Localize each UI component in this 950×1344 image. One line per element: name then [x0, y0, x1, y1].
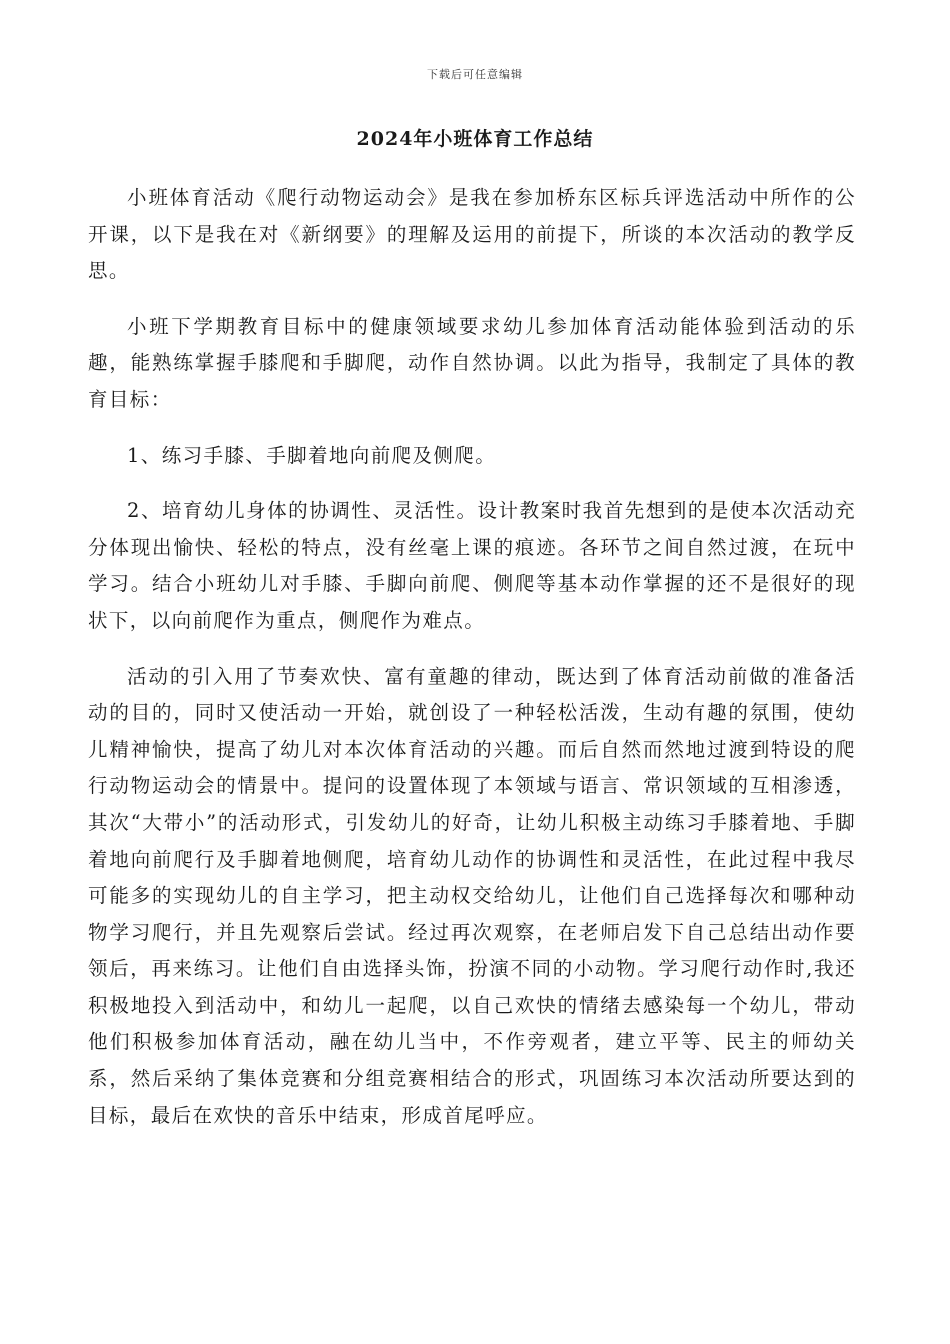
paragraph-activity: 活动的引入用了节奏欢快、富有童趣的律动，既达到了体育活动前做的准备活动的目的，同时又使活动一开始，就创设了一种轻松活泼，生动有趣的氛围，使幼儿精神愉快，提高了幼儿对本次体育活动的兴趣。而后自然而然地过渡到特设的爬行动物运动会的情景中。提问的设置体现了本领域与语言、常识领域的互相渗透，其次“大带小”的活动形式，引发幼儿的好奇，让幼儿积极主动练习手膝着地、手脚着地向前爬行及手脚着地侧爬，培育幼儿动作的协调性和灵活性，在此过程中我尽可能多的实现幼儿的自主学习，把主动权交给幼儿，让他们自己选择每次和哪种动物学习爬行，并且先观察后尝试。经过再次观察，在老师启发下自己总结出动作要领后，再来练习。让他们自由选择头饰，扮演不同的小动物。学习爬行动作时,我还积极地投入到活动中，和幼儿一起爬，以自己欢快的情绪去感染每一个幼儿，带动他们积极参加体育活动，融在幼儿当中，不作旁观者，建立平等、民主的师幼关系，然后采纳了集体竞赛和分组竞赛相结合的形式，巩固练习本次活动所要达到的目标，最后在欢快的音乐中结束，形成首尾呼应。 — [88, 664, 856, 1127]
header-note: 下载后可任意编辑 — [427, 68, 523, 81]
document-body — [88, 180, 856, 1153]
paragraph-goals: 小班下学期教育目标中的健康领域要求幼儿参加体育活动能体验到活动的乐趣，能熟练掌握手膝爬和手脚爬，动作自然协调。以此为指导，我制定了具体的教育目标： — [88, 314, 856, 411]
paragraph-intro: 小班体育活动《爬行动物运动会》是我在参加桥东区标兵评选活动中所作的公开课，以下是我在对《新纲要》的理解及运用的前提下，所谈的本次活动的教学反思。 — [88, 186, 856, 283]
paragraph-goal-2: 2、培育幼儿身体的协调性、灵活性。设计教案时我首先想到的是使本次活动充分体现出愉快、轻松的特点，没有丝毫上课的痕迹。各环节之间自然过渡，在玩中学习。结合小班幼儿对手膝、手脚向前爬、侧爬等基本动作掌握的还不是很好的现状下，以向前爬作为重点，侧爬作为难点。 — [88, 499, 856, 632]
document-title: 2024年小班体育工作总结 — [356, 128, 594, 150]
paragraph-goal-1: 1、练习手膝、手脚着地向前爬及侧爬。 — [127, 443, 497, 467]
